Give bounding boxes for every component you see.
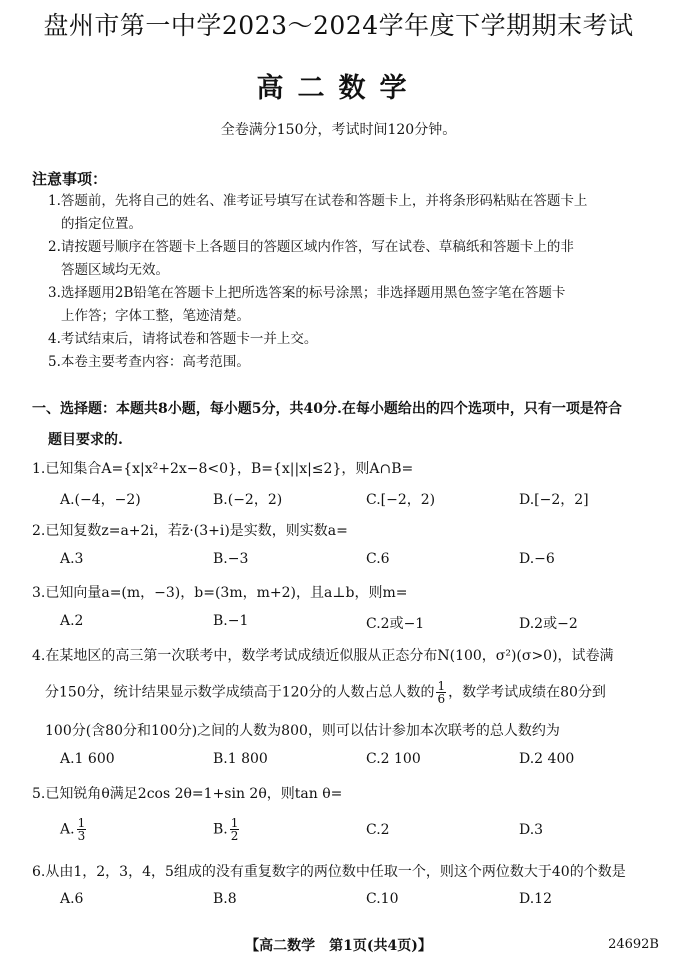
question-4-stem-line: 100分(含80分和100分)之间的人数为800，则可以估计参加本次联考的总人数约为 xyxy=(45,723,560,739)
question-2-option-a: A.3 xyxy=(60,551,84,567)
question-5-stem: 5.已知锐角θ满足2cos 2θ=1+sin 2θ，则tan θ= xyxy=(32,786,343,802)
question-1-option-b: B.(−2，2) xyxy=(213,492,283,508)
notice-title: 注意事项： xyxy=(32,170,108,188)
notice-line: 5.本卷主要考查内容：高考范围。 xyxy=(48,354,250,370)
question-2-option-c: C.6 xyxy=(366,551,390,567)
question-1-option-c: C.[−2，2) xyxy=(366,492,436,508)
fraction-denominator: 3 xyxy=(77,829,86,843)
question-4-option-a: A.1 600 xyxy=(60,751,115,767)
exam-subject: 高二数学 xyxy=(256,73,421,104)
question-4-stem-part: ，数学考试成绩在80分到 xyxy=(448,684,606,701)
fraction-denominator: 2 xyxy=(230,829,239,843)
question-1-stem: 1.已知集合A={x|x²+2x−8<0}，B={x||x|≤2}，则A∩B= xyxy=(32,461,414,477)
page-footer: 【高二数学 第1页(共4页)】 xyxy=(245,938,432,954)
question-2-option-b: B.−3 xyxy=(213,551,249,567)
notice-line: 4.考试结束后，请将试卷和答题卡一并上交。 xyxy=(48,331,318,347)
notice-line: 上作答；字体工整，笔迹清楚。 xyxy=(61,308,250,324)
option-label: B. xyxy=(213,821,228,838)
notice-line: 1.答题前，先将自己的姓名、准考证号填写在试卷和答题卡上，并将条形码粘贴在答题卡上 xyxy=(48,193,588,209)
option-label: A. xyxy=(60,821,75,838)
notice-line: 答题区域均无效。 xyxy=(61,262,169,278)
question-4-option-b: B.1 800 xyxy=(213,751,268,767)
question-3-stem: 3.已知向量a=(m，−3)，b=(3m，m+2)，且a⊥b，则m= xyxy=(32,585,408,601)
notice-line: 2.请按题号顺序在答题卡上各题目的答题区域内作答，写在试卷、草稿纸和答题卡上的非 xyxy=(48,239,574,255)
section-heading: 一、选择题：本题共8小题，每小题5分，共40分.在每小题给出的四个选项中，只有一项是符合 xyxy=(32,401,622,417)
exam-title: 盘州市第一中学2023～2024学年度下学期期末考试 xyxy=(43,11,634,40)
question-4-stem-line: 4.在某地区的高三第一次联考中，数学考试成绩近似服从正态分布N(100，σ²)(σ>0)，试卷满 xyxy=(32,648,614,664)
question-4-option-d: D.2 400 xyxy=(519,751,575,767)
paper-code: 24692B xyxy=(608,937,659,952)
question-5-option-a xyxy=(60,817,88,842)
question-6-option-a: A.6 xyxy=(60,891,84,907)
question-5-option-d: D.3 xyxy=(519,822,544,838)
question-4-stem-line xyxy=(45,680,606,705)
question-2-option-d: D.−6 xyxy=(519,551,555,567)
question-6-option-c: C.10 xyxy=(366,891,399,907)
option-fraction xyxy=(77,817,87,842)
question-3-option-c: C.2或−1 xyxy=(366,616,425,632)
fraction-denominator: 6 xyxy=(437,692,446,706)
question-6-option-b: B.8 xyxy=(213,891,237,907)
question-1-option-a: A.(−4，−2) xyxy=(60,492,141,508)
notice-line: 的指定位置。 xyxy=(61,216,142,232)
notice-line: 3.选择题用2B铅笔在答题卡上把所选答案的标号涂黑；非选择题用黑色签字笔在答题卡 xyxy=(48,285,566,301)
section-heading-cont: 题目要求的. xyxy=(48,432,123,448)
question-3-option-d: D.2或−2 xyxy=(519,616,578,632)
question-5-option-c: C.2 xyxy=(366,822,390,838)
question-4-option-c: C.2 100 xyxy=(366,751,421,767)
question-6-stem: 6.从由1，2，3，4，5组成的没有重复数字的两位数中任取一个，则这个两位数大于40的个数是 xyxy=(32,864,626,880)
question-2-stem: 2.已知复数z=a+2i，若z̄·(3+i)是实数，则实数a= xyxy=(32,523,348,539)
option-fraction xyxy=(230,817,240,842)
question-6-option-d: D.12 xyxy=(519,891,552,907)
question-3-option-b: B.−1 xyxy=(213,613,249,629)
question-3-option-a: A.2 xyxy=(60,613,84,629)
fraction-numerator: 1 xyxy=(230,816,239,830)
fraction-numerator: 1 xyxy=(437,679,446,693)
fraction-numerator: 1 xyxy=(77,816,86,830)
exam-meta: 全卷满分150分，考试时间120分钟。 xyxy=(220,122,457,138)
question-4-fraction xyxy=(436,680,446,705)
question-4-stem-part: 分150分，统计结果显示数学成绩高于120分的人数占总人数的 xyxy=(45,684,435,701)
question-1-option-d: D.[−2，2] xyxy=(519,492,589,508)
question-5-option-b xyxy=(213,817,241,842)
